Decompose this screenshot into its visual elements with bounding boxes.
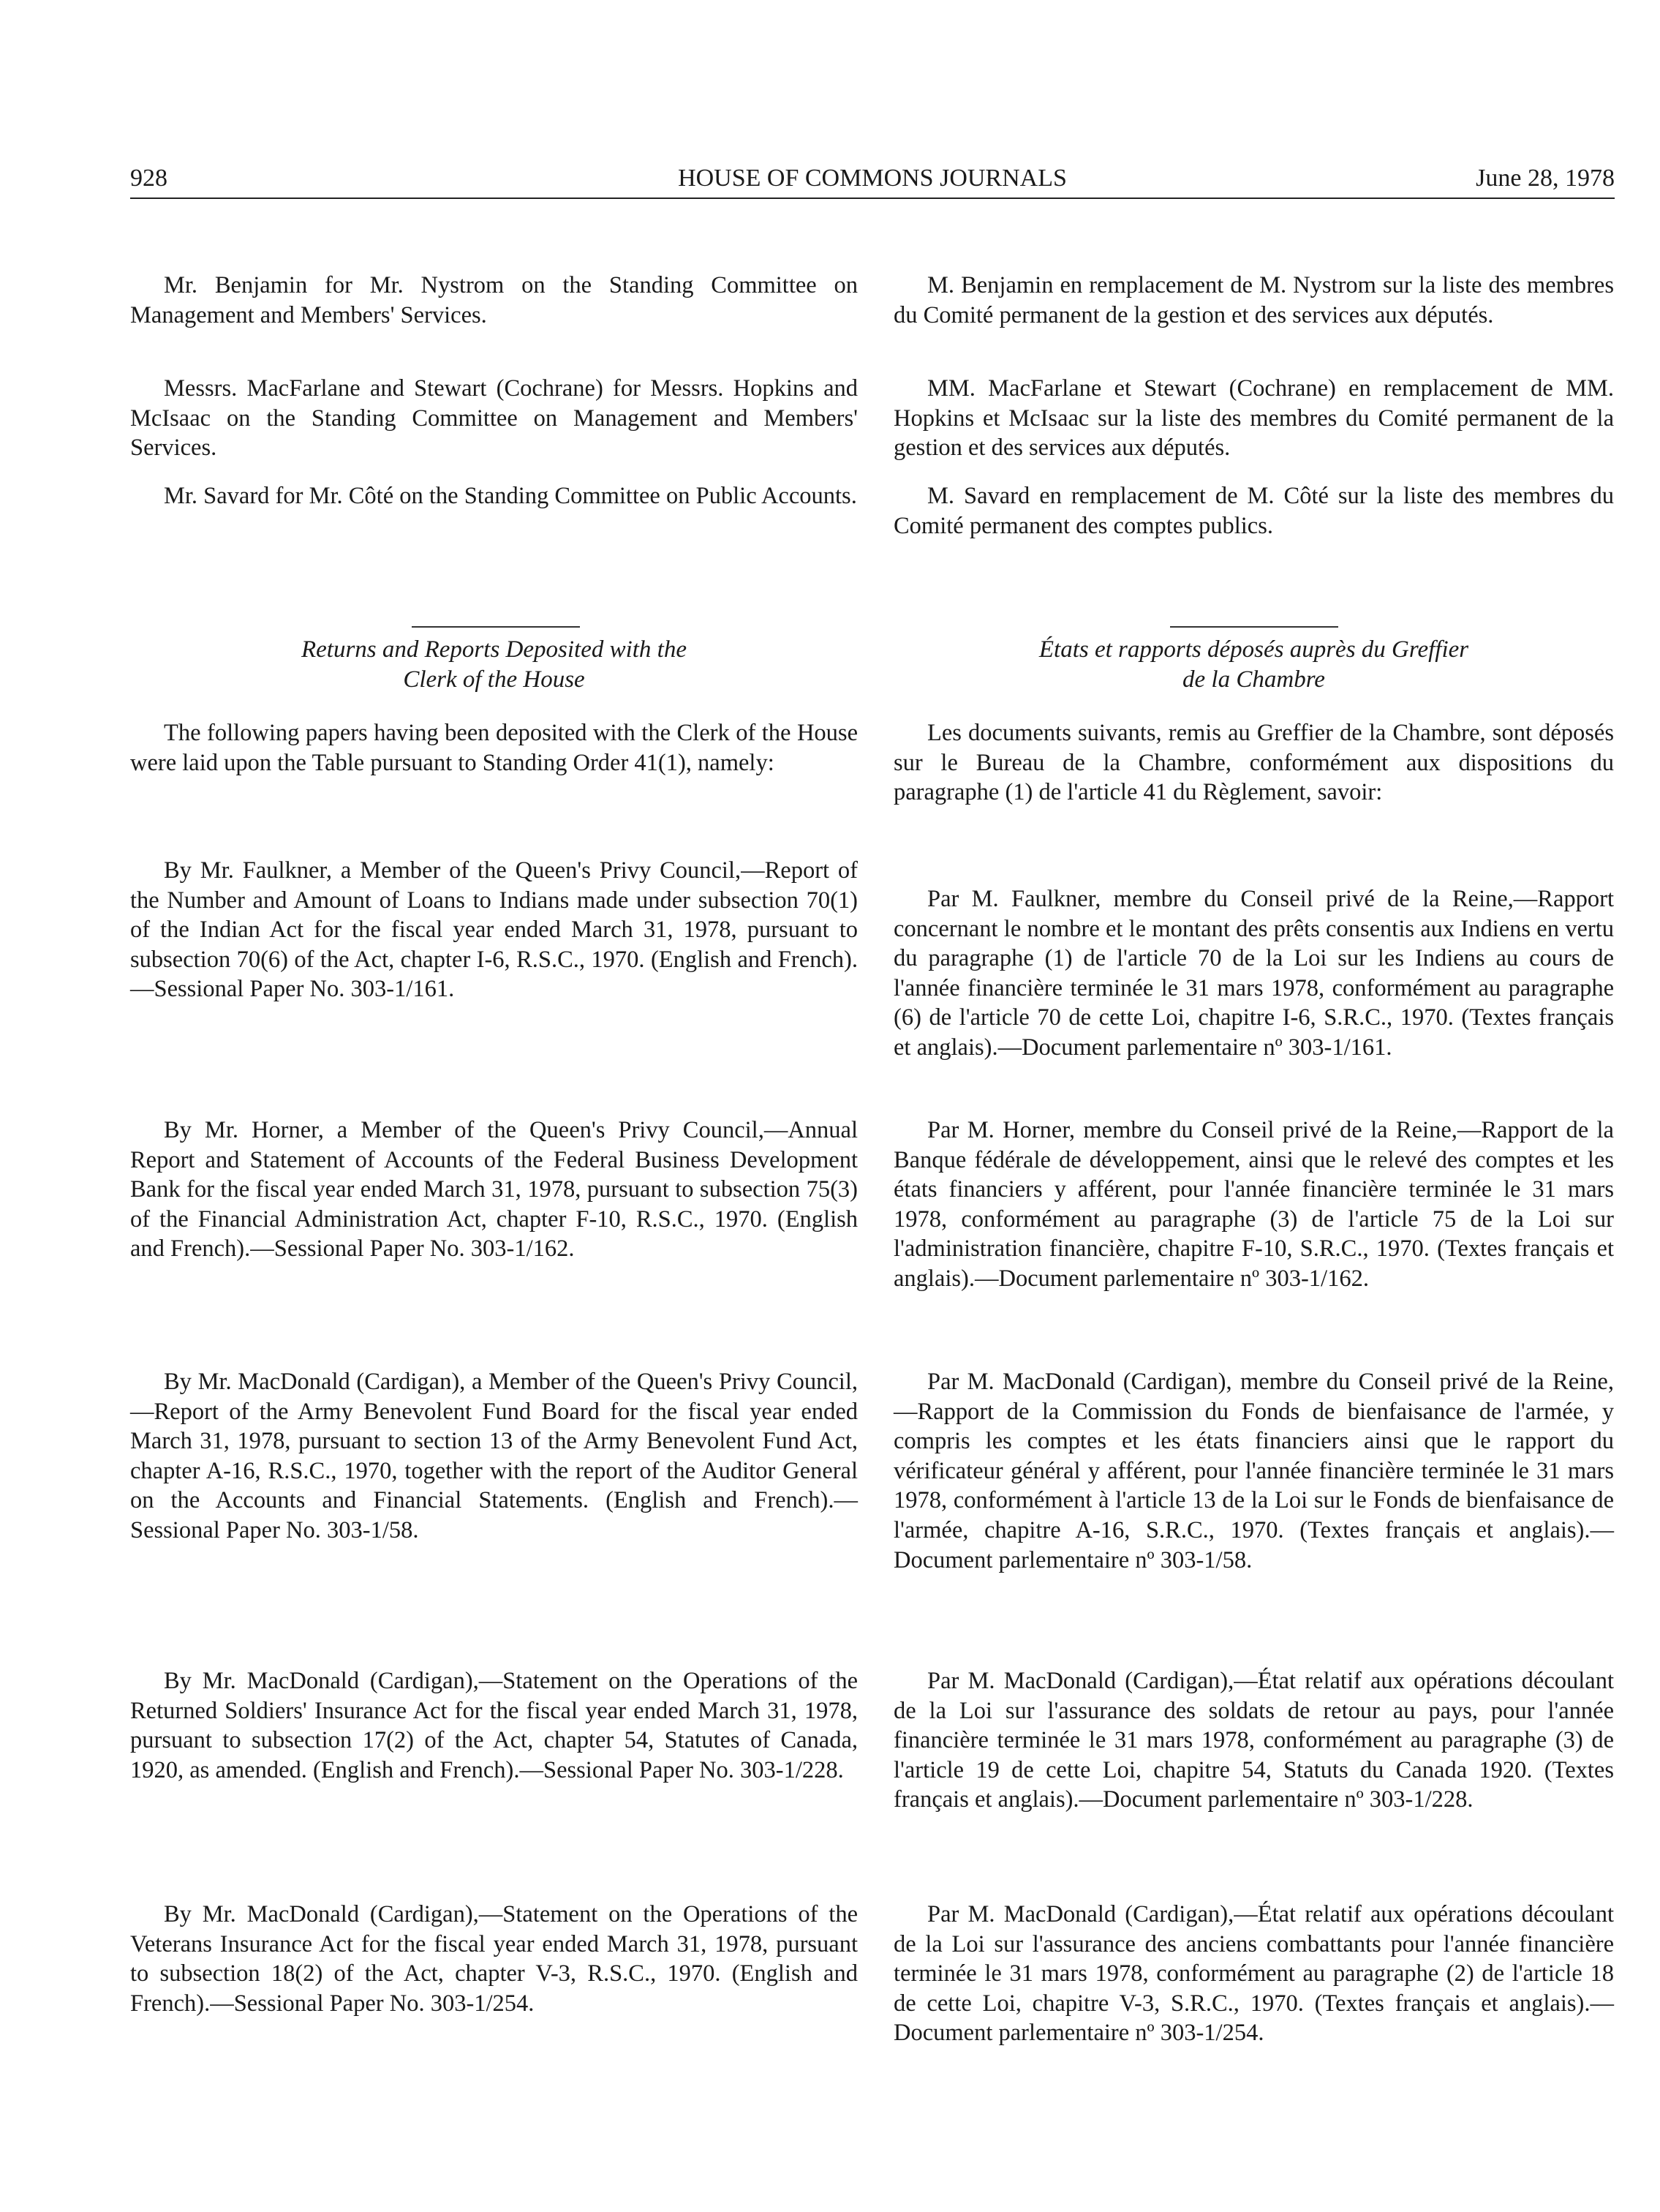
section-heading-fr-line2: de la Chambre — [1182, 666, 1325, 693]
substitution-savard-en: Mr. Savard for Mr. Côté on the Standing Committee on Public Accounts. — [164, 483, 857, 509]
paper-macdonald-veterans-fr: Par M. MacDonald (Cardigan),—État relatif aux opérations découlant de la Loi sur l'assurance des anciens combattants pour l'année financière terminée le 31 mars 1978, conformément au paragraphe (2) de l'article 18 de cette Loi, chapitre V-3, S.R.C., 1970. (Textes français et anglais).—Document parlementaire nº 303-1/254. — [894, 1901, 1614, 2047]
paper-horner-en: By Mr. Horner, a Member of the Queen's Privy Council,—Annual Report and Statement of Accounts of the Federal Business Development Bank for the fiscal year ended March 31, 1978, pursuant to subsection 75(3) of the Financial Administration Act, chapter F-10, R.S.C., 1970. (English and French).—Sessional Paper No. 303-1/162. — [130, 1117, 858, 1263]
paper-macdonald-army-fr: Par M. MacDonald (Cardigan), membre du Conseil privé de la Reine,—Rapport de la Commission du Fonds de bienfaisance de l'armée, y compris les comptes et les états financiers ainsi que le rapport du vérificateur général y afférent, pour l'année financière terminée le 31 mars 1978, conformément à l'article 13 de la Loi sur le Fonds de bienfaisance de l'armée, chapitre A-16, S.R.C., 1970. (Textes français et anglais).—Document parlementaire nº 303-1/58. — [894, 1369, 1614, 1573]
section-divider-left — [412, 626, 580, 628]
paper-horner-fr: Par M. Horner, membre du Conseil privé de la Reine,—Rapport de la Banque fédérale de développement, ainsi que le relevé des comptes et les états financiers y afférent, pour l'année financière terminée le 31 mars 1978, conformément au paragraphe (3) de l'article 75 de la Loi sur l'administration financière, chapitre F-10, S.R.C., 1970. (Textes français et anglais).—Document parlementaire nº 303-1/162. — [894, 1117, 1614, 1292]
section-heading-fr — [894, 635, 1614, 695]
section-heading-en-line1: Returns and Reports Deposited with the — [301, 636, 687, 663]
paper-macdonald-army-en: By Mr. MacDonald (Cardigan), a Member of the Queen's Privy Council,—Report of the Army Benevolent Fund Board for the fiscal year ended March 31, 1978, pursuant to section 13 of the Army Benevolent Fund Act, chapter A-16, R.S.C., 1970, together with the report of the Auditor General on the Accounts and Financial Statements. (English and French).—Sessional Paper No. 303-1/58. — [130, 1369, 858, 1543]
page-number: 928 — [130, 165, 167, 192]
section-heading-en-line2: Clerk of the House — [403, 666, 585, 693]
journal-date: June 28, 1978 — [1476, 165, 1615, 192]
section-divider-right — [1170, 626, 1338, 628]
substitution-macfarlane-en: Messrs. MacFarlane and Stewart (Cochrane) for Messrs. Hopkins and McIsaac on the Standing Committee on Management and Members' Services. — [130, 375, 858, 462]
section-heading-en — [130, 635, 858, 695]
paper-macdonald-returned-en: By Mr. MacDonald (Cardigan),—Statement on the Operations of the Returned Soldiers' Insurance Act for the fiscal year ended March 31, 1978, pursuant to subsection 17(2) of the Act, chapter 54, Statutes of Canada, 1920, as amended. (English and French).—Sessional Paper No. 303-1/228. — [130, 1668, 858, 1783]
section-heading-fr-line1: États et rapports déposés auprès du Greffier — [1038, 636, 1469, 663]
paper-faulkner-fr: Par M. Faulkner, membre du Conseil privé de la Reine,—Rapport concernant le nombre et le montant des prêts consentis aux Indiens en vertu du paragraphe (1) de l'article 70 de la Loi sur les Indiens au cours de l'année financière terminée le 31 mars 1978, conformément au paragraphe (6) de l'article 70 de cette Loi, chapitre I-6, S.R.C., 1970. (Textes français et anglais).—Document parlementaire nº 303-1/161. — [894, 886, 1614, 1061]
substitution-macfarlane-fr: MM. MacFarlane et Stewart (Cochrane) en remplacement de MM. Hopkins et McIsaac sur la liste des membres du Comité permanent de la gestion et des services aux députés. — [894, 375, 1614, 462]
paper-faulkner-en: By Mr. Faulkner, a Member of the Queen's Privy Council,—Report of the Number and Amount of Loans to Indians made under subsection 70(1) of the Indian Act for the fiscal year ended March 31, 1978, pursuant to subsection 70(6) of the Act, chapter I-6, R.S.C., 1970. (English and French).—Sessional Paper No. 303-1/161. — [130, 857, 858, 1003]
paper-macdonald-returned-fr: Par M. MacDonald (Cardigan),—État relatif aux opérations découlant de la Loi sur l'assurance des soldats de retour au pays, pour l'année financière terminée le 31 mars 1978, conformément au paragraphe (3) de l'article 19 de cette Loi, chapitre 54, Statuts du Canada 1920. (Textes français et anglais).—Document parlementaire nº 303-1/228. — [894, 1668, 1614, 1813]
paper-macdonald-veterans-en: By Mr. MacDonald (Cardigan),—Statement on the Operations of the Veterans Insurance Act for the fiscal year ended March 31, 1978, pursuant to subsection 18(2) of the Act, chapter V-3, R.S.C., 1970. (English and French).—Sessional Paper No. 303-1/254. — [130, 1901, 858, 2017]
substitution-benjamin-fr: M. Benjamin en remplacement de M. Nystrom sur la liste des membres du Comité permanent de la gestion et des services aux députés. — [894, 272, 1614, 328]
running-head — [130, 162, 1615, 195]
substitution-benjamin-en: Mr. Benjamin for Mr. Nystrom on the Standing Committee on Management and Members' Services. — [130, 272, 858, 328]
header-rule — [130, 198, 1615, 199]
substitution-savard-fr: M. Savard en remplacement de M. Côté sur la liste des membres du Comité permanent des comptes publics. — [894, 483, 1614, 539]
intro-fr: Les documents suivants, remis au Greffier de la Chambre, sont déposés sur le Bureau de la Chambre, conformément aux dispositions du paragraphe (1) de l'article 41 du Règlement, savoir: — [894, 720, 1614, 806]
journal-title: HOUSE OF COMMONS JOURNALS — [678, 165, 1067, 192]
intro-en: The following papers having been deposited with the Clerk of the House were laid upon the Table pursuant to Standing Order 41(1), namely: — [130, 720, 858, 776]
